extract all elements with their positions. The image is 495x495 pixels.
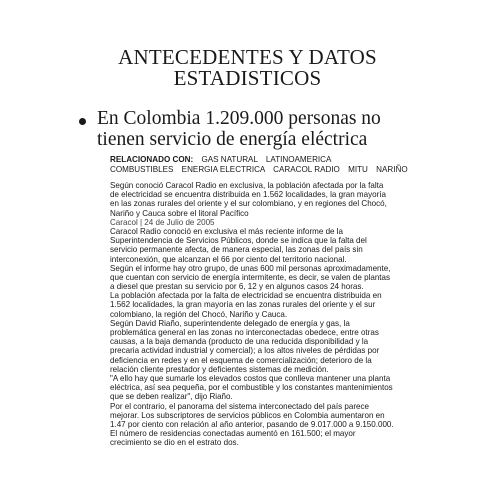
body-line: 1.562 localidades, la gran mayoría en las zonas rurales del oriente y el sur <box>110 300 376 310</box>
related-row-1 <box>110 155 408 165</box>
body-line: servicio permanente afecta, de manera especial, las zonas del país sin <box>110 245 363 255</box>
related-tag[interactable]: COMBUSTIBLES <box>110 165 174 174</box>
related-tag[interactable]: CARACOL RADIO <box>273 165 340 174</box>
document-title-line-1: ANTECEDENTES Y DATOS <box>118 45 377 69</box>
document-title-line-2: ESTADISTICOS <box>173 66 322 90</box>
lead-line: de electricidad se encuentra distribuida en 1.562 localidades, la gran mayoría <box>110 190 386 200</box>
body-line: Según David Riaño, superintendente delegado de energía y gas, la <box>110 318 350 328</box>
body-line: deficiencia en redes y en el esquema de comercialización; deterioro de la <box>110 355 372 365</box>
article-body <box>110 181 455 447</box>
body-line: 1.47 por ciento con relación al año anterior, pasando de 9.017.000 a 9.150.000. <box>110 419 394 429</box>
related-tag[interactable]: MITU <box>348 165 368 174</box>
body-line: crecimiento se dio en el estrato dos. <box>110 438 239 448</box>
related-tag[interactable]: ENERGIA ELECTRICA <box>181 165 265 174</box>
body-line: La población afectada por la falta de electricidad se encuentra distribuida en <box>110 291 382 301</box>
body-line: colombiano, la región del Chocó, Nariño y Cauca. <box>110 309 288 319</box>
related-tag[interactable]: GAS NATURAL <box>201 155 258 164</box>
related-tag[interactable]: LATINOAMERICA <box>265 155 332 164</box>
body-line: relación cliente prestador y deficientes sistemas de medición. <box>110 364 329 374</box>
body-line: El número de residencias conectadas aumentó en 161.500; el mayor <box>110 429 356 439</box>
headline-line-2: tienen servicio de energía eléctrica <box>97 129 368 150</box>
related-label: RELACIONADO CON: <box>110 155 194 164</box>
body-line: "A ello hay que sumarle los elevados costos que conlleva mantener una planta <box>110 373 391 383</box>
lead-line: Según conoció Caracol Radio en exclusiva, la población afectada por la falta <box>110 181 384 190</box>
body-line: a diesel que prestan su servicio por 6, 12 y en algunos casos 24 horas. <box>110 282 364 292</box>
lead-line: en las zonas rurales del oriente y el sur colombiano, y en regiones del Chocó, <box>110 199 387 209</box>
body-line: Caracol Radio conoció en exclusiva el más reciente informe de la <box>110 226 344 236</box>
body-line: Por el contrario, el panorama del sistema interconectado del país parece <box>110 401 369 411</box>
related-topics <box>110 155 408 175</box>
related-row-2 <box>110 165 408 175</box>
lead-line: Nariño y Cauca sobre el litoral Pacífico <box>110 208 249 218</box>
bullet-dot-icon <box>79 118 86 125</box>
headline-line-1: En Colombia 1.209.000 personas no <box>97 108 381 129</box>
body-line: problemática general en las zonas no interconectadas obedece, entre otras <box>110 328 379 337</box>
dateline: Caracol | 24 de Julio de 2005 <box>110 217 215 227</box>
body-line: causas, a la baja demanda (producto de una reducida disponibilidad y la <box>110 337 369 347</box>
body-line: Superintendencia de Servicios Públicos, donde se indica que la falta del <box>110 236 367 246</box>
body-line: Según el informe hay otro grupo, de unas 600 mil personas aproximadamente, <box>110 263 391 273</box>
body-line: que se deben realizar", dijo Riaño. <box>110 392 233 402</box>
body-line: precaria actividad industrial y comercial); a los altos niveles de pérdidas por <box>110 346 380 356</box>
related-tag[interactable]: NARIÑO <box>376 165 408 174</box>
body-line: eléctrica, así sea pequeña, por el combustible y los constantes mantenimientos <box>110 383 393 393</box>
body-line: interconexión, que alcanzan el 66 por ciento del territorio nacional. <box>110 254 347 264</box>
body-line: que cuentan con servicio de energía intermitente, es decir, se valen de plantas <box>110 272 391 282</box>
body-line: mejorar. Los subscriptores de servicios públicos en Colombia aumentaron en <box>110 410 385 420</box>
